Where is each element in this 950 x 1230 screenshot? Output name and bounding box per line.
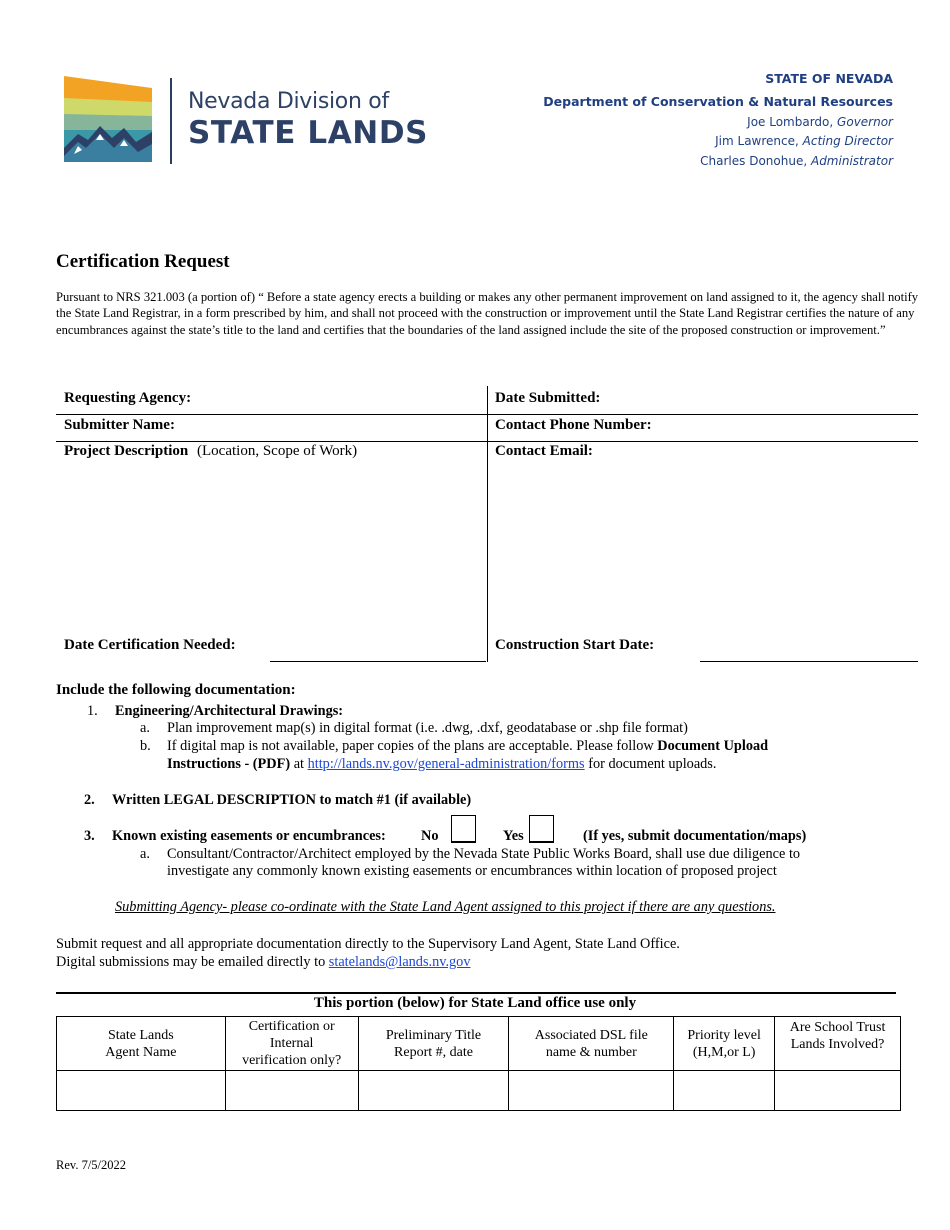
official-director [715,134,893,148]
revision-date: Rev. 7/5/2022 [56,1158,127,1172]
item1b-letter: b. [140,738,151,754]
office-use-heading: This portion (below) for State Land office use only [313,995,637,1011]
dsl-file-cell[interactable] [509,1071,674,1111]
official-name: Charles Donohue, [700,154,808,168]
col-agent-name: State Lands Agent Name [57,1017,226,1071]
office-section-rule [56,992,896,994]
requesting-agency-label: Requesting Agency: [64,390,192,406]
project-description-label [64,443,357,460]
office-use-table [56,1016,901,1111]
logo-divider [170,78,172,164]
item2-text: Written LEGAL DESCRIPTION to match #1 (if available) [112,792,472,808]
col-priority: Priority level (H,M,or L) [674,1017,775,1071]
item1b-post: for document uploads. [588,756,717,772]
intro-paragraph: Pursuant to NRS 321.003 (a portion of) “ Before a state agency erects a building or makes any other permanent improvement on land assigned to it, the agency shall notify the State Land Registrar, in a form prescribed by him, and shall not proceed with the construction or improvement until the State Land Registrar certifies the nature of any encumbrances against the state’s title to the land and certifies that the boundaries of the land assigned include the site of the proposed construction or improvement.” [56,290,919,337]
page-title: Certification Request [56,251,230,272]
item2-number: 2. [84,792,95,808]
item1b-bold-text: Document Upload [657,738,769,754]
item1b-line1 [167,738,768,755]
item3a-line2: investigate any commonly known existing easements or encumbrances within location of proposed project [167,863,777,879]
construction-start-date-field[interactable] [700,661,918,662]
contact-phone-label: Contact Phone Number: [495,417,652,433]
project-description-hint: (Location, Scope of Work) [197,443,358,459]
yes-checkbox[interactable] [529,815,554,843]
agency-note: Submitting Agency- please co-ordinate with the State Land Agent assigned to this project if there are any questions. [115,899,776,915]
official-title: Governor [837,115,893,129]
logo-text-line2: STATE LANDS [188,115,429,151]
item1b-text: If digital map is not available, paper copies of the plans are acceptable. Please follow [167,738,654,754]
submitter-name-label: Submitter Name: [64,417,175,433]
col-dsl-file: Associated DSL file name & number [509,1017,674,1071]
form-column-divider [487,386,488,662]
col-school-trust: Are School Trust Lands Involved? [775,1017,901,1071]
official-title: Administrator [810,154,893,168]
submit-line1: Submit request and all appropriate documentation directly to the Supervisory Land Agent, State Land Office. [56,936,680,952]
item3-yes-label: Yes [503,828,524,844]
date-certification-needed-label: Date Certification Needed: [64,637,236,653]
documentation-heading: Include the following documentation: [56,682,296,698]
forms-link[interactable]: http://lands.nv.gov/general-administration/forms [307,756,585,772]
item1b-instructions: Instructions - (PDF) [167,756,291,772]
submit-line2 [56,954,470,971]
official-governor [747,115,893,129]
item1b-at: at [293,756,305,772]
item1a-text: Plan improvement map(s) in digital format (i.e. .dwg, .dxf, geodatabase or .shp file format) [167,720,688,736]
date-submitted-label: Date Submitted: [495,390,601,406]
department-name: Department of Conservation & Natural Resources [543,94,893,109]
item1b-line2 [167,756,716,773]
official-title: Acting Director [802,134,893,148]
verification-cell[interactable] [225,1071,358,1111]
col-verification: Certification or Internal verification only? [225,1017,358,1071]
agent-name-cell[interactable] [57,1071,226,1111]
state-name: STATE OF NEVADA [765,71,893,86]
project-description-title: Project Description [64,443,189,459]
statelands-email-link[interactable]: statelands@lands.nv.gov [328,954,471,970]
official-administrator [700,154,893,168]
item1-number: 1. [87,703,98,719]
school-trust-cell[interactable] [775,1071,901,1111]
item3a-line1: Consultant/Contractor/Architect employed by the Nevada State Public Works Board, shall use due diligence to [167,846,801,862]
item3-number: 3. [84,828,95,844]
date-certification-needed-field[interactable] [270,661,486,662]
no-checkbox[interactable] [451,815,476,843]
official-name: Jim Lawrence, [715,134,799,148]
official-name: Joe Lombardo, [747,115,834,129]
priority-cell[interactable] [674,1071,775,1111]
item1a-letter: a. [140,720,150,736]
office-table-header-row [57,1017,901,1071]
item1-title: Engineering/Architectural Drawings: [115,703,344,719]
item3-note: (If yes, submit documentation/maps) [583,828,807,844]
state-lands-logo-icon [64,74,152,162]
contact-email-label: Contact Email: [495,443,593,459]
item3-no-label: No [421,828,439,844]
submit-line2-text: Digital submissions may be emailed directly to [56,954,326,970]
office-table-entry-row [57,1071,901,1111]
col-title-report: Preliminary Title Report #, date [358,1017,509,1071]
construction-start-date-label: Construction Start Date: [495,637,655,653]
item3-text: Known existing easements or encumbrances: [112,828,386,844]
item3a-letter: a. [140,846,150,862]
title-report-cell[interactable] [358,1071,509,1111]
logo-text-line1: Nevada Division of [188,89,389,114]
